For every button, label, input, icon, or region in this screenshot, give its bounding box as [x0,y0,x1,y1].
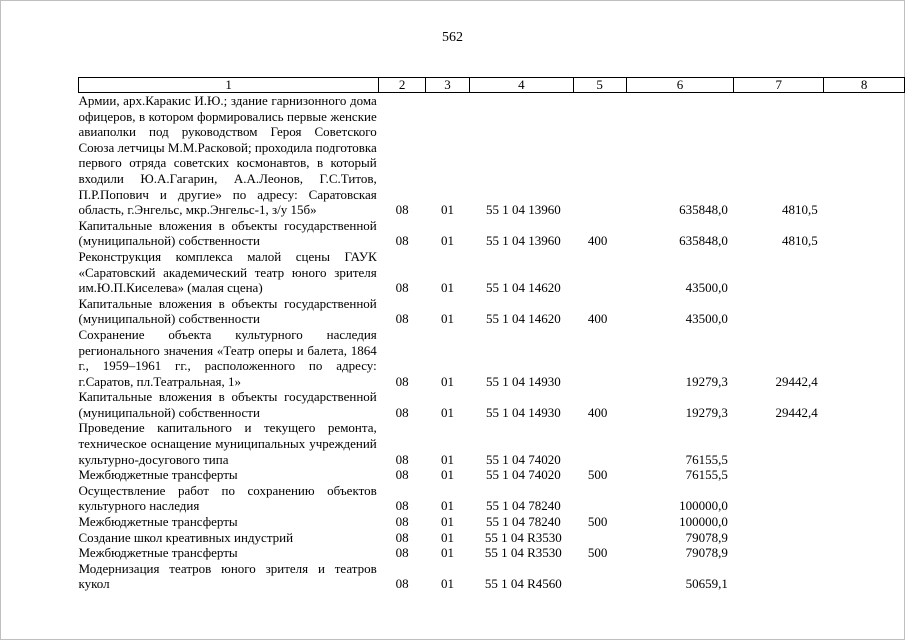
row-amount-year1: 43500,0 [685,311,728,327]
row-target-article: 55 1 04 R4560 [484,576,562,592]
row-subsection: 01 [441,311,455,327]
row-description: Межбюджетные трансферты [78,545,238,561]
row-target-article: 55 1 04 78240 [485,514,561,530]
row-description: Проведение капитального и текущего ремонта, техническое оснащение муниципальных учреждений культурно-досугового типа [78,420,377,467]
row-description: Осуществление работ по сохранению объектов культурного наследия [78,482,377,514]
row-amount-year2 [734,545,824,561]
row-amount-year1: 635848,0 [679,202,728,218]
row-expense-type [573,327,626,389]
row-amount-year3 [824,420,905,467]
budget-table [78,77,905,592]
row-amount-year3 [824,467,905,483]
page-number: 562 [442,30,463,45]
row-target-article: 55 1 04 14930 [485,373,561,389]
row-amount-year3 [824,296,905,327]
header-col-1: 1 [79,78,379,93]
row-amount-year2: 4810,5 [781,202,818,218]
row-description: Капитальные вложения в объекты государственной (муниципальной) собственности [78,217,377,249]
row-target-article: 55 1 04 14620 [485,280,561,296]
row-amount-year2 [734,420,824,467]
row-amount-year1: 635848,0 [679,233,728,249]
row-amount-year2: 4810,5 [781,233,818,249]
row-amount-year1: 19279,3 [685,404,728,420]
row-subsection: 01 [441,498,455,514]
row-amount-year2 [734,530,824,546]
header-col-5: 5 [573,78,626,93]
row-description: Армии, арх.Каракис И.Ю.; здание гарнизонного дома офицеров, в котором формировались первые женские авиаполки под руководством Героя Советского Союза летчицы М.М.Расковой; проходила подготовка первого отряда советских космонавтов, в который входили Ю.А.Гагарин, А.А.Леонов, Г.С.Титов, П.Р.Попович и другие» по адресу: Саратовская область, г.Энгельс, мкр.Энгельс-1, з/у 15б» [78,93,377,218]
row-section: 08 [395,576,409,592]
row-amount-year3 [824,389,905,420]
row-amount-year2 [734,483,824,514]
row-amount-year1: 76155,5 [685,467,728,483]
row-amount-year3 [824,545,905,561]
table-row [79,467,905,483]
row-amount-year2 [734,296,824,327]
row-target-article: 55 1 04 14930 [485,404,561,420]
table-row [79,327,905,389]
table-row [79,561,905,592]
row-description: Модернизация театров юного зрителя и театров кукол [78,560,377,592]
row-subsection: 01 [441,467,455,483]
table-row [79,93,905,218]
header-col-8: 8 [824,78,905,93]
row-section: 08 [395,529,409,545]
table-row [79,249,905,296]
row-amount-year2 [734,514,824,530]
row-amount-year2: 29442,4 [775,404,818,420]
row-amount-year2: 29442,4 [775,373,818,389]
row-section: 08 [395,514,409,530]
row-section: 08 [395,280,409,296]
table-row [79,389,905,420]
row-description: Создание школ креативных индустрий [78,529,294,545]
row-target-article: 55 1 04 13960 [485,233,561,249]
row-description: Межбюджетные трансферты [78,514,238,530]
row-amount-year1: 76155,5 [685,451,728,467]
row-amount-year1: 100000,0 [679,498,728,514]
table-row [79,218,905,249]
row-description: Межбюджетные трансферты [78,467,238,483]
row-expense-type: 500 [587,514,608,530]
row-expense-type [573,420,626,467]
row-subsection: 01 [441,451,455,467]
row-expense-type [573,249,626,296]
row-subsection: 01 [441,514,455,530]
row-amount-year3 [824,249,905,296]
row-section: 08 [395,233,409,249]
row-amount-year1: 100000,0 [679,514,728,530]
row-section: 08 [395,467,409,483]
row-amount-year2 [734,249,824,296]
row-target-article: 55 1 04 R3530 [484,545,562,561]
row-subsection: 01 [441,404,455,420]
row-section: 08 [395,373,409,389]
row-section: 08 [395,498,409,514]
row-expense-type: 400 [587,233,608,249]
row-subsection: 01 [441,233,455,249]
row-expense-type: 500 [587,545,608,561]
row-section: 08 [395,451,409,467]
row-target-article: 55 1 04 14620 [485,311,561,327]
row-amount-year1: 19279,3 [685,373,728,389]
row-section: 08 [395,404,409,420]
row-amount-year2 [734,561,824,592]
row-section: 08 [395,311,409,327]
table-row [79,530,905,546]
row-subsection: 01 [441,545,455,561]
row-description: Реконструкция комплекса малой сцены ГАУК «Саратовский академический театр юного зрителя им.Ю.П.Киселева» (малая сцена) [78,248,377,296]
row-amount-year1: 50659,1 [685,576,728,592]
row-amount-year3 [824,561,905,592]
row-amount-year3 [824,483,905,514]
row-amount-year1: 79078,9 [685,545,728,561]
table-row [79,483,905,514]
row-section: 08 [395,202,409,218]
row-expense-type [573,561,626,592]
row-target-article: 55 1 04 74020 [485,467,561,483]
row-section: 08 [395,545,409,561]
table-row [79,545,905,561]
row-expense-type [573,530,626,546]
table-header-row [79,78,905,93]
header-col-7: 7 [734,78,824,93]
row-amount-year3 [824,530,905,546]
row-subsection: 01 [441,202,455,218]
row-subsection: 01 [441,576,455,592]
row-expense-type [573,93,626,218]
row-expense-type: 400 [587,404,608,420]
row-description: Капитальные вложения в объекты государственной (муниципальной) собственности [78,295,377,327]
row-amount-year3 [824,218,905,249]
row-subsection: 01 [441,280,455,296]
row-description: Сохранение объекта культурного наследия регионального значения «Театр оперы и балета, 1864 г., 1959–1961 гг., расположенного по адресу: г.Саратов, пл.Театральная, 1» [78,326,377,389]
table-row [79,296,905,327]
row-target-article: 55 1 04 74020 [485,451,561,467]
row-subsection: 01 [441,529,455,545]
row-target-article: 55 1 04 78240 [485,498,561,514]
row-amount-year1: 43500,0 [685,280,728,296]
header-col-6: 6 [626,78,734,93]
header-col-4: 4 [469,78,573,93]
header-col-3: 3 [426,78,470,93]
row-amount-year3 [824,327,905,389]
row-expense-type: 500 [587,467,608,483]
row-amount-year1: 79078,9 [685,529,728,545]
table-row [79,420,905,467]
row-expense-type: 400 [587,311,608,327]
row-amount-year2 [734,467,824,483]
row-target-article: 55 1 04 13960 [485,202,561,218]
row-amount-year3 [824,93,905,218]
table-row [79,514,905,530]
header-col-2: 2 [379,78,426,93]
row-subsection: 01 [441,373,455,389]
row-description: Капитальные вложения в объекты государственной (муниципальной) собственности [78,389,377,420]
row-target-article: 55 1 04 R3530 [484,529,562,545]
row-expense-type [573,483,626,514]
row-amount-year3 [824,514,905,530]
